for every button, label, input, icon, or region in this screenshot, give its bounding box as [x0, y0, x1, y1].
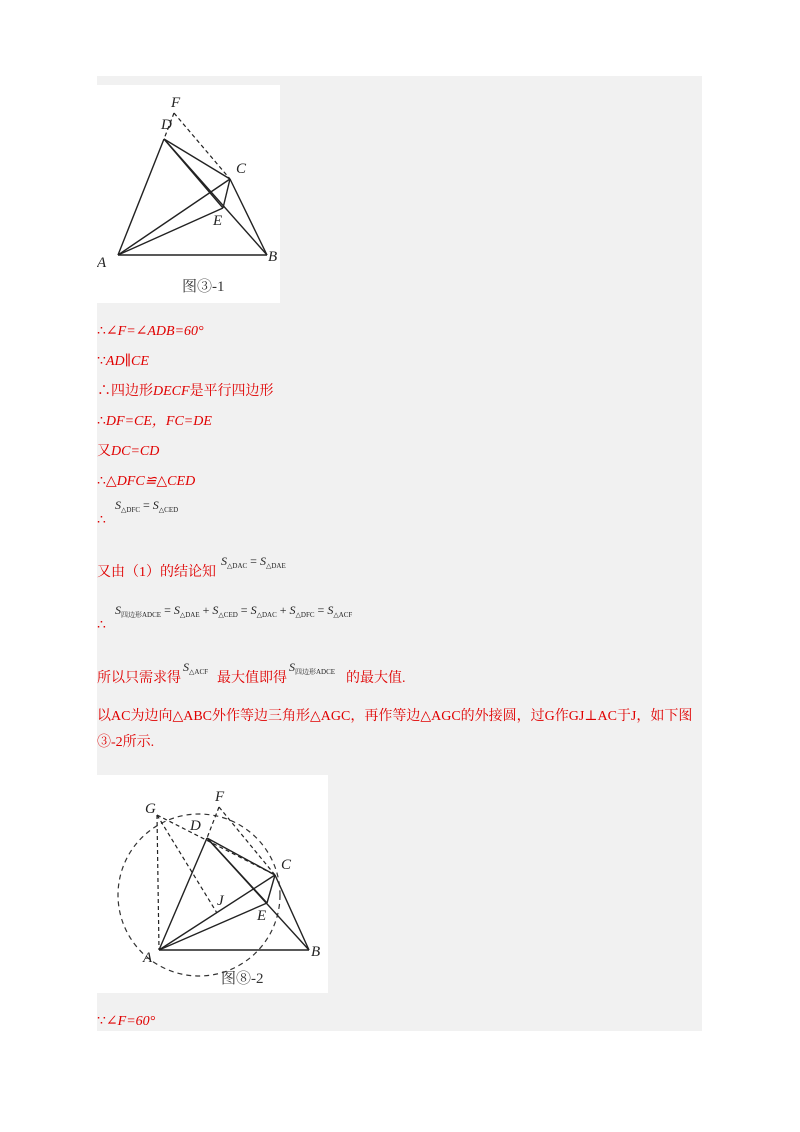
- label-A: A: [143, 950, 153, 966]
- line-9-formula: [115, 601, 352, 624]
- label-G: G: [145, 801, 156, 817]
- line-1-text: ∠F=∠ADB=60°: [105, 324, 204, 339]
- label-B: B: [268, 249, 278, 265]
- subscript: △CED: [158, 506, 179, 514]
- line-2: [97, 353, 149, 371]
- figure-1-caption: 图③-1: [182, 279, 225, 295]
- symbol-S: S: [152, 498, 159, 512]
- operator: =: [161, 603, 174, 617]
- symbol-S: S: [212, 603, 219, 617]
- line-3-post: 是平行四边形: [189, 384, 274, 399]
- label-C: C: [236, 161, 247, 177]
- label-B: B: [311, 944, 321, 960]
- subscript: △DFC: [295, 611, 315, 619]
- line-5-pre: 又: [97, 444, 111, 459]
- symbol-S: S: [259, 554, 266, 568]
- symbol-S: S: [250, 603, 257, 617]
- operator: +: [199, 603, 213, 617]
- subscript: △ACF: [333, 611, 353, 619]
- line-10-formula-1: [183, 658, 208, 681]
- line-4-text: DF=CE，FC=DE: [105, 414, 212, 429]
- line-12: [97, 1013, 155, 1031]
- subscript: 四边形ADCE: [295, 668, 336, 676]
- subscript: △DAC: [227, 562, 248, 570]
- therefore-symbol: ∴: [97, 513, 106, 528]
- symbol-S: S: [289, 660, 295, 674]
- label-F: F: [171, 95, 181, 111]
- line-11: [97, 704, 697, 756]
- operator: =: [237, 603, 251, 617]
- equals: =: [247, 554, 260, 568]
- therefore-symbol: ∴: [97, 414, 106, 429]
- line-5: [97, 443, 159, 461]
- therefore-symbol: ∴: [97, 474, 106, 489]
- line-5-text: DC=CD: [111, 444, 160, 459]
- line-10-pre: 所以只需求得: [97, 671, 181, 686]
- line-3-pre: 四边形: [111, 384, 153, 399]
- line-4: [97, 413, 212, 431]
- line-7-formula: [115, 496, 178, 519]
- line-10-post: 的最大值.: [346, 671, 406, 686]
- label-E: E: [257, 908, 267, 924]
- therefore-symbol: ∴: [97, 384, 111, 399]
- line-10-formula-2: [289, 658, 335, 681]
- subscript: △ACF: [189, 668, 209, 676]
- figure-1-diagram: [97, 85, 280, 303]
- subscript: △DAC: [256, 611, 277, 619]
- subscript: △DFC: [121, 506, 141, 514]
- line-6-text: △DFC≌△CED: [105, 474, 196, 489]
- figure-2-diagram: [97, 775, 328, 993]
- label-E: E: [213, 213, 223, 229]
- line-11-text: 以AC为边向△ABC外作等边三角形△AGC，再作等边△AGC的外接圆，过G作GJ⊥AC于J，如下图③-2所示.: [97, 709, 693, 750]
- line-3-italic: DECF: [153, 384, 190, 399]
- label-C: C: [281, 857, 292, 873]
- operator: +: [276, 603, 290, 617]
- subscript: △DAE: [265, 562, 286, 570]
- equals: =: [140, 498, 153, 512]
- label-D: D: [161, 117, 172, 133]
- symbol-S: S: [115, 603, 121, 617]
- subscript: △DAE: [179, 611, 200, 619]
- figure-2: [97, 775, 328, 993]
- figure-1: [97, 85, 280, 303]
- therefore-symbol: ∴: [97, 324, 106, 339]
- label-A: A: [97, 255, 107, 271]
- label-D: D: [190, 818, 201, 834]
- line-1: [97, 323, 204, 341]
- label-J: J: [217, 893, 224, 909]
- symbol-S: S: [327, 603, 334, 617]
- subscript: △CED: [218, 611, 238, 619]
- line-12-text: ∠F=60°: [105, 1014, 156, 1029]
- line-6: [97, 473, 195, 491]
- content-panel: [97, 76, 702, 1031]
- line-10-mid: 最大值即得: [217, 671, 287, 686]
- symbol-S: S: [221, 554, 227, 568]
- because-symbol: ∵: [97, 1014, 106, 1029]
- symbol-S: S: [115, 498, 121, 512]
- symbol-S: S: [183, 660, 189, 674]
- symbol-S: S: [289, 603, 296, 617]
- label-F: F: [215, 789, 225, 805]
- line-3: [97, 383, 274, 401]
- subscript: 四边形ADCE: [121, 611, 162, 619]
- line-8-formula: [221, 552, 286, 575]
- because-symbol: ∵: [97, 354, 106, 369]
- line-2-text: AD∥CE: [105, 354, 149, 369]
- symbol-S: S: [173, 603, 180, 617]
- therefore-symbol: ∴: [97, 618, 106, 633]
- operator: =: [314, 603, 328, 617]
- figure-2-caption: 图⑧-2: [221, 971, 264, 987]
- line-8-pre: 又由（1）的结论知: [97, 565, 216, 580]
